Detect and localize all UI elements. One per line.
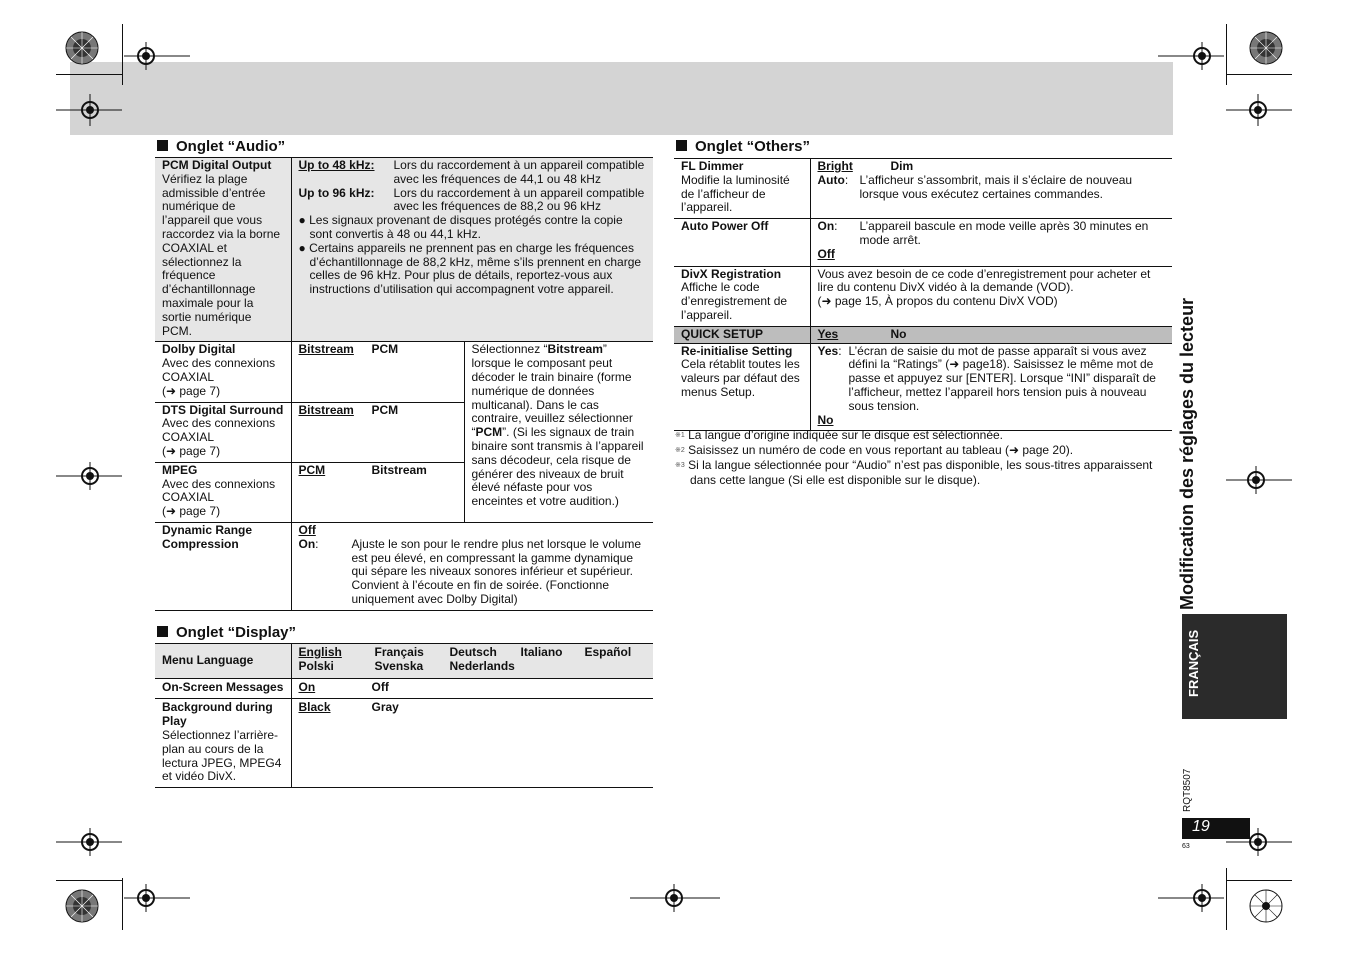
registration-target-icon bbox=[124, 882, 190, 914]
option-yes[interactable]: Yes bbox=[817, 326, 839, 341]
options-cell: Off On: Ajuste le son pour le rendre plus net lorsque le volume est peu élevé, en compressant la gamme dynamique qui sépare les niveaux sonores inférieur et supérieur. Convient à l’écoute en fin de soirée. (Fonctionne uniquement avec Dolby Digital) bbox=[291, 522, 653, 610]
setting-name: Re-initialise Setting bbox=[681, 343, 793, 358]
table-row bbox=[155, 522, 653, 610]
bullet-icon: ● bbox=[298, 213, 306, 228]
language-tab-label: FRANÇAIS bbox=[1186, 629, 1201, 697]
registration-target-icon bbox=[1226, 94, 1292, 126]
option-yes[interactable]: Yes bbox=[817, 343, 839, 358]
option-francais[interactable]: Français bbox=[374, 645, 424, 659]
option-bitstream[interactable]: Bitstream bbox=[298, 402, 354, 417]
table-row bbox=[674, 159, 1172, 219]
options-cell bbox=[291, 462, 464, 522]
setting-cell-dolby bbox=[155, 342, 291, 402]
table-row bbox=[155, 644, 653, 679]
option-no[interactable]: No bbox=[890, 326, 907, 341]
note-text: Sélectionnez “ bbox=[471, 342, 548, 357]
option-text: L’afficheur s’assombrit, mais il s’éclaire de nouveau lorsque vous exécutez certaines commandes. bbox=[859, 172, 1133, 201]
audio-settings-table bbox=[155, 157, 653, 611]
display-settings-table bbox=[155, 643, 653, 788]
setting-description: Vérifiez la plage admissible d’entrée numérique de l’appareil que vous raccordez via la borne COAXIAL et sélectionnez la fréquence d’échantillonnage maximale pour la sortie numérique PCM. bbox=[162, 171, 281, 338]
options-cell bbox=[291, 699, 653, 788]
footnote: $^{※3}$ Si la langue sélectionnée pour “Audio” n’est pas disponible, les sous-titres apparaissent dans cette langue (Si elle est disponible sur le disque). bbox=[675, 458, 1153, 487]
option-bitstream[interactable]: Bitstream bbox=[298, 342, 354, 357]
option-text: Lors du raccordement à un appareil compatible avec les fréquences de 44,1 ou 48 kHz bbox=[393, 158, 645, 186]
option-pcm[interactable]: PCM bbox=[371, 402, 399, 417]
option-gray[interactable]: Gray bbox=[371, 700, 399, 715]
setting-name: Dolby Digital bbox=[162, 342, 236, 357]
options-cell: Bright Dim Auto: L’afficheur s’assombrit, mais il s’éclaire de nouveau lorsque vous exécutez certaines commandes. bbox=[810, 159, 1172, 219]
table-row bbox=[674, 219, 1172, 266]
setting-cell-fl-dimmer bbox=[674, 159, 810, 219]
options-cell bbox=[291, 158, 653, 342]
setting-name: MPEG bbox=[162, 462, 198, 477]
setting-cell-drc bbox=[155, 522, 291, 610]
setting-cell-auto-power-off bbox=[674, 219, 810, 266]
setting-description: Avec des connexions COAXIAL bbox=[162, 356, 276, 384]
option-italiano[interactable]: Italiano bbox=[520, 645, 563, 659]
page-reference: (➜ page 7) bbox=[162, 383, 221, 398]
setting-cell-quick-setup bbox=[674, 326, 810, 343]
setting-description: Avec des connexions COAXIAL bbox=[162, 476, 276, 505]
starburst-mark-icon bbox=[1248, 888, 1284, 924]
setting-description: Affiche le code d’enregistrement de l’appareil. bbox=[681, 280, 788, 322]
setting-name: Auto Power Off bbox=[681, 219, 769, 234]
option-on[interactable]: On bbox=[817, 219, 835, 234]
table-row bbox=[674, 343, 1172, 431]
language-tab bbox=[1182, 614, 1287, 719]
setting-description: Cela rétablit toutes les valeurs par défaut des menus Setup. bbox=[681, 357, 800, 399]
header-band bbox=[70, 62, 1173, 135]
setting-description: Avec des connexions COAXIAL bbox=[162, 416, 276, 445]
option-dim[interactable]: Dim bbox=[890, 159, 914, 173]
footnote: $^{※1}$ La langue d’origine indiquée sur le disque est sélectionnée. bbox=[675, 428, 1003, 442]
option-black[interactable]: Black bbox=[298, 700, 331, 715]
option-on[interactable]: On bbox=[298, 536, 316, 551]
registration-target-icon bbox=[1158, 40, 1224, 72]
option-text: L’appareil bascule en mode veille après 30 minutes en mode arrêt. bbox=[859, 219, 1149, 247]
registration-target-icon bbox=[124, 40, 190, 72]
options-cell: Yes: L’écran de saisie du mot de passe apparaît si vous avez défini la “Ratings” (➜ page18). Saisissez le même mot de passe et appuyez sur [ENTER]. Lorsque “INI” disparaît de l’afficheur, mettez l’appareil hors tension puis à nouveau sous tension. No bbox=[810, 343, 1172, 431]
setting-name: Menu Language bbox=[162, 652, 254, 667]
note-text: Les signaux provenant de disques protégés contre la copie sont convertis à 48 ou 44,1 kHz. bbox=[309, 213, 623, 241]
setting-name: PCM Digital Output bbox=[162, 158, 272, 172]
registration-target-icon bbox=[56, 826, 122, 858]
table-row bbox=[155, 678, 653, 699]
options-cell bbox=[291, 402, 464, 462]
others-section-title: Onglet “Others” bbox=[676, 138, 810, 156]
setting-cell-divx bbox=[674, 266, 810, 326]
option-no[interactable]: No bbox=[817, 412, 834, 427]
options-cell bbox=[291, 678, 653, 699]
option-svenska[interactable]: Svenska bbox=[374, 658, 424, 673]
option-text: Ajuste le son pour le rendre plus net lorsque le volume est peu élevé, en compressant la gamme dynamique qui sépare les niveaux sonores inférieur et supérieur. Convient à l’écoute en fin de soirée. (Fonctionne uniquement avec Dolby Digital) bbox=[351, 536, 641, 606]
setting-cell-background bbox=[155, 699, 291, 788]
small-page-number: 63 bbox=[1182, 843, 1190, 850]
setting-cell-reinitialise bbox=[674, 343, 810, 431]
option-up-to-48[interactable]: Up to 48 kHz: bbox=[298, 158, 375, 172]
footnotes bbox=[675, 428, 1175, 488]
registration-target-icon bbox=[56, 460, 122, 492]
option-polski[interactable]: Polski bbox=[298, 658, 334, 673]
option-nederlands[interactable]: Nederlands bbox=[449, 658, 515, 673]
option-up-to-96[interactable]: Up to 96 kHz: bbox=[298, 185, 375, 200]
setting-name: DTS Digital Surround bbox=[162, 402, 284, 417]
option-bright[interactable]: Bright bbox=[817, 159, 853, 173]
note-text: ”. (Si les signaux de train binaire sont transmis à l’appareil sans décodeur, cela risque de générer des niveaux de bruit élevé néfaste pour vos enceintes et votre audition.) bbox=[471, 425, 644, 509]
audio-section-title: Onglet “Audio” bbox=[157, 138, 285, 156]
page-reference: (➜ page 15, À propos du contenu DivX VOD) bbox=[817, 294, 1058, 309]
page-number: 19 bbox=[1182, 818, 1250, 839]
bullet-icon: ● bbox=[298, 240, 306, 255]
option-text: Lors du raccordement à un appareil compatible avec les fréquences de 88,2 ou 96 kHz bbox=[393, 185, 645, 214]
setting-name: FL Dimmer bbox=[681, 159, 744, 173]
setting-name: On-Screen Messages bbox=[162, 679, 284, 694]
registration-target-icon bbox=[56, 94, 122, 126]
option-pcm[interactable]: PCM bbox=[298, 462, 326, 477]
table-row bbox=[674, 326, 1172, 343]
note-text: ” lorsque le composant peut décoder le train binaire (forme numérique de données multicanal). Dans le cas contraire, veuillez sélectionner “ bbox=[471, 342, 633, 440]
option-text: L’écran de saisie du mot de passe apparaît si vous avez défini la “Ratings” (➜ page18). Saisissez le même mot de passe et appuyez sur [ENTER]. Lorsque “INI” disparaît de l’afficheur, mettez l’appareil hors tension puis à nouveau sous tension. bbox=[848, 343, 1156, 413]
option-off[interactable]: Off bbox=[817, 246, 835, 261]
shared-note-cell bbox=[464, 342, 653, 523]
setting-cell-mpeg bbox=[155, 462, 291, 522]
options-cell bbox=[810, 326, 1172, 343]
options-cell bbox=[291, 342, 464, 402]
note-emphasis: Bitstream bbox=[547, 342, 603, 357]
setting-cell-osd bbox=[155, 678, 291, 699]
setting-description: Modifie la luminosité de l’afficheur de l’appareil. bbox=[681, 172, 790, 215]
option-bitstream[interactable]: Bitstream bbox=[371, 462, 427, 477]
setting-name: DivX Registration bbox=[681, 266, 782, 281]
footnote: $^{※2}$ Saisissez un numéro de code en vous reportant au tableau (➜ page 20). bbox=[675, 443, 1074, 457]
option-deutsch[interactable]: Deutsch bbox=[449, 645, 497, 659]
setting-cell-pcm bbox=[155, 158, 291, 342]
options-cell: On: L’appareil bascule en mode veille après 30 minutes en mode arrêt. Off bbox=[810, 219, 1172, 266]
info-cell bbox=[810, 266, 1172, 326]
registration-target-icon bbox=[1158, 882, 1224, 914]
page-reference: (➜ page 7) bbox=[162, 504, 221, 519]
note-emphasis: PCM bbox=[475, 425, 503, 440]
setting-cell-dts bbox=[155, 402, 291, 462]
chapter-title-vertical: Modification des réglages du lecteur bbox=[1177, 297, 1197, 610]
options-cell bbox=[291, 644, 653, 679]
table-row bbox=[155, 699, 653, 788]
setting-name: QUICK SETUP bbox=[681, 326, 764, 341]
note-text: Certains appareils ne prennent pas en charge les fréquences d’échantillonnage de 88,2 kHz, même s’ils prennent en charge celles de 96 kHz. Pour plus de détails, reportez-vous aux instructions d’utilisation qui accompagnent votre appareil. bbox=[309, 240, 642, 297]
others-settings-table bbox=[674, 158, 1172, 431]
registration-target-icon bbox=[1226, 464, 1292, 496]
page-reference: (➜ page 7) bbox=[162, 443, 221, 458]
option-on[interactable]: On bbox=[298, 679, 316, 694]
table-row bbox=[674, 266, 1172, 326]
option-espanol[interactable]: Español bbox=[584, 645, 632, 659]
starburst-mark-icon bbox=[1248, 30, 1284, 66]
option-off[interactable]: Off bbox=[298, 522, 316, 537]
display-section-title: Onglet “Display” bbox=[157, 624, 296, 642]
starburst-mark-icon bbox=[64, 888, 100, 924]
starburst-mark-icon bbox=[64, 30, 100, 66]
option-auto[interactable]: Auto bbox=[817, 172, 845, 187]
setting-description: Sélectionnez l’arrière-plan au cours de la lectura JPEG, MPEG4 et vidéo DivX. bbox=[162, 727, 282, 784]
option-pcm[interactable]: PCM bbox=[371, 342, 399, 357]
table-row bbox=[155, 158, 653, 342]
info-text: Vous avez besoin de ce code d’enregistrement pour acheter et lire du contenu DivX vidéo à la demande (VOD). bbox=[817, 266, 1151, 295]
document-code: RQT8507 bbox=[1182, 768, 1193, 812]
registration-target-icon bbox=[630, 882, 720, 914]
option-english[interactable]: English bbox=[298, 645, 342, 659]
setting-cell-menu-language bbox=[155, 644, 291, 679]
setting-name: Background during Play bbox=[162, 700, 273, 729]
setting-name: Dynamic Range Compression bbox=[162, 522, 253, 551]
table-row bbox=[155, 342, 653, 402]
option-off[interactable]: Off bbox=[371, 679, 389, 694]
